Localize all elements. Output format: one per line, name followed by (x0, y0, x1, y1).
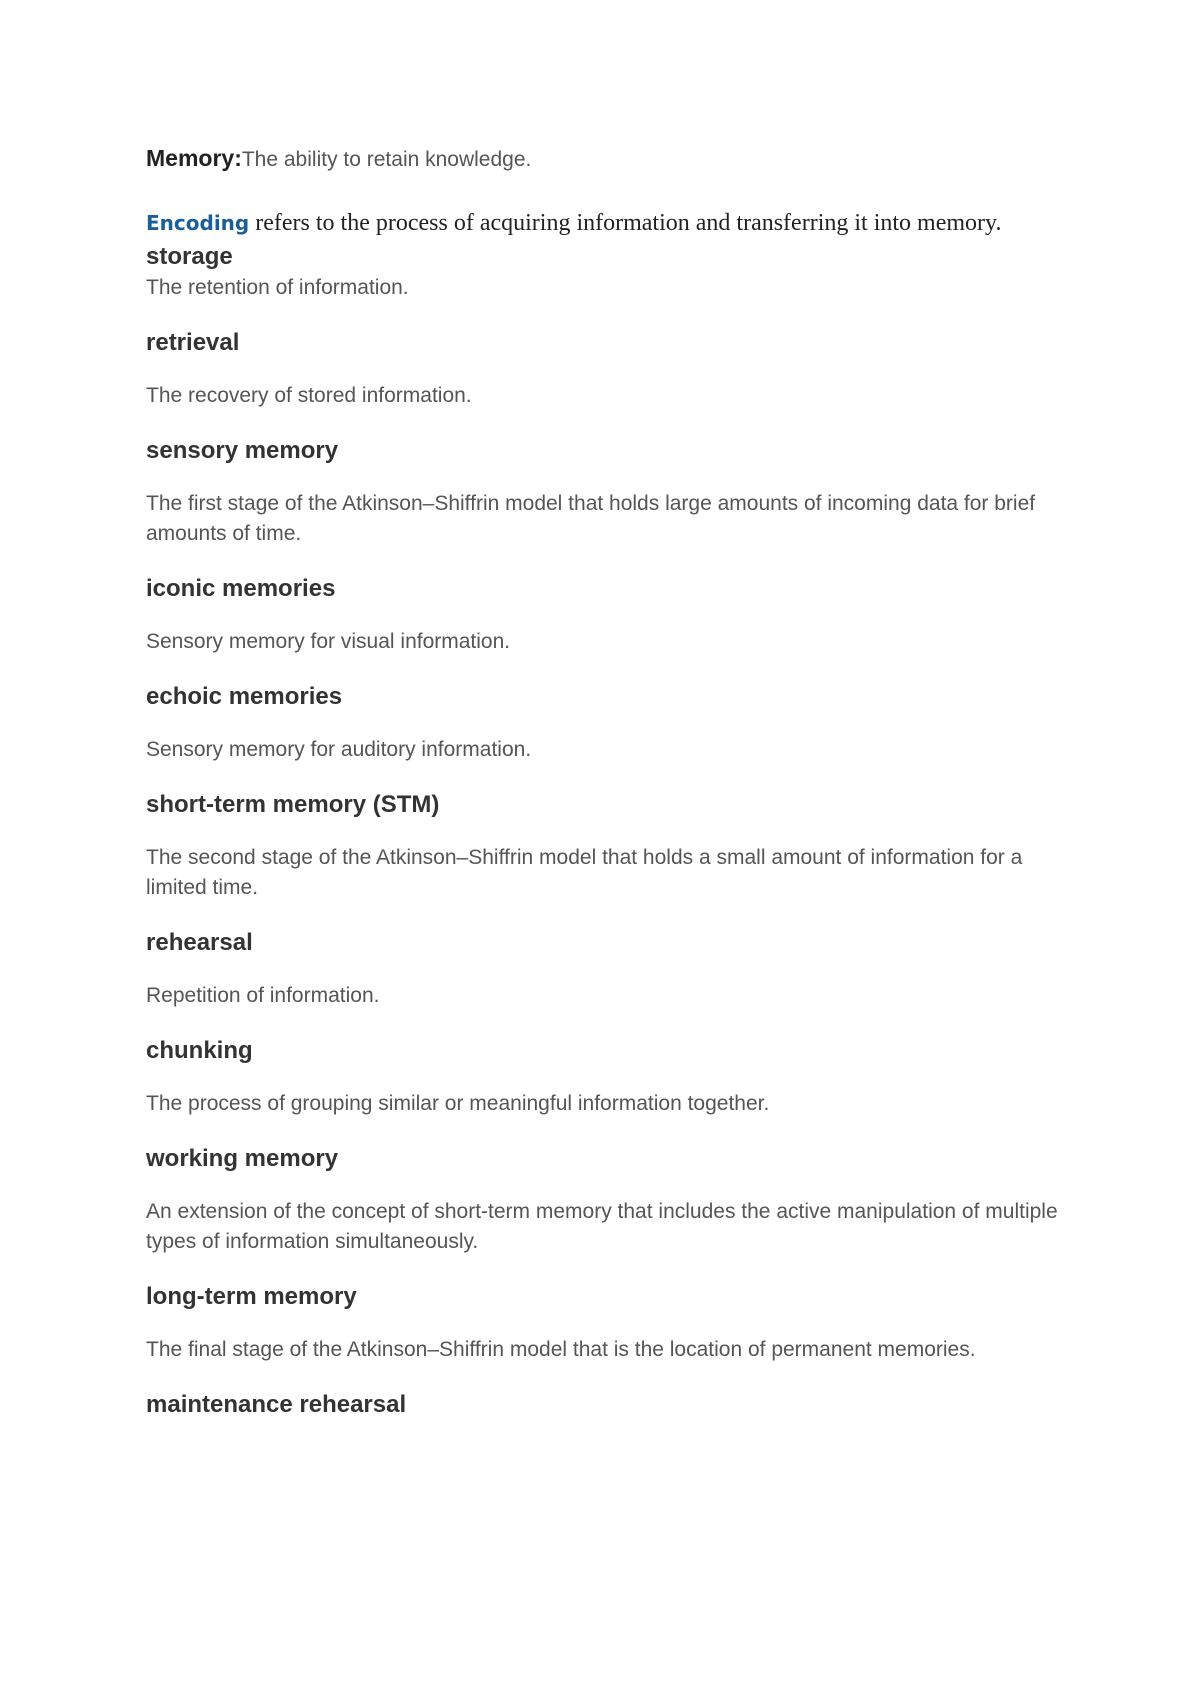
entry-heading: rehearsal (146, 929, 253, 956)
encoding-definition (146, 205, 1066, 241)
entry-heading: long-term memory (146, 1283, 357, 1310)
glossary-entry (146, 327, 1066, 411)
glossary-entry (146, 681, 1066, 765)
entry-heading: working memory (146, 1145, 339, 1172)
entry-definition: Sensory memory for auditory information. (146, 738, 532, 761)
glossary-entry (146, 789, 1066, 903)
entry-definition: Repetition of information. (146, 984, 380, 1007)
glossary-entry (146, 927, 1066, 1011)
entry-definition: The final stage of the Atkinson–Shiffrin model that is the location of permanent memories. (146, 1338, 976, 1361)
glossary-entry (146, 1389, 1066, 1421)
glossary-entry (146, 435, 1066, 549)
glossary-entry (146, 1143, 1066, 1257)
glossary-entry (146, 1281, 1066, 1365)
encoding-term: Encoding (146, 211, 250, 235)
document-page (146, 143, 1066, 1421)
entry-heading: chunking (146, 1037, 253, 1064)
entry-heading: short-term memory (STM) (146, 791, 440, 818)
entry-definition: An extension of the concept of short-term memory that includes the active manipulation of multiple types of information simultaneously. (146, 1200, 1058, 1253)
entry-definition: The second stage of the Atkinson–Shiffrin model that holds a small amount of information for a limited time. (146, 846, 1023, 899)
entry-heading: sensory memory (146, 437, 339, 464)
memory-text: The ability to retain knowledge. (241, 148, 532, 171)
memory-term: Memory: (146, 145, 242, 171)
entry-definition: Sensory memory for visual information. (146, 630, 511, 653)
glossary-entry (146, 241, 1066, 303)
glossary-entry (146, 1035, 1066, 1119)
entry-heading: retrieval (146, 329, 240, 356)
glossary-entry (146, 573, 1066, 657)
entry-heading: maintenance rehearsal (146, 1391, 407, 1418)
encoding-text: refers to the process of acquiring information and transferring it into memory. (249, 210, 1002, 236)
entry-heading: iconic memories (146, 575, 336, 602)
entry-definition: The first stage of the Atkinson–Shiffrin model that holds large amounts of incoming data for brief amounts of time. (146, 492, 1036, 545)
memory-definition (146, 143, 1066, 175)
entry-heading: echoic memories (146, 683, 343, 710)
entry-definition: The retention of information. (146, 276, 409, 299)
entry-definition: The process of grouping similar or meaningful information together. (146, 1092, 770, 1115)
entry-heading: storage (146, 243, 233, 270)
entry-definition: The recovery of stored information. (146, 384, 472, 407)
